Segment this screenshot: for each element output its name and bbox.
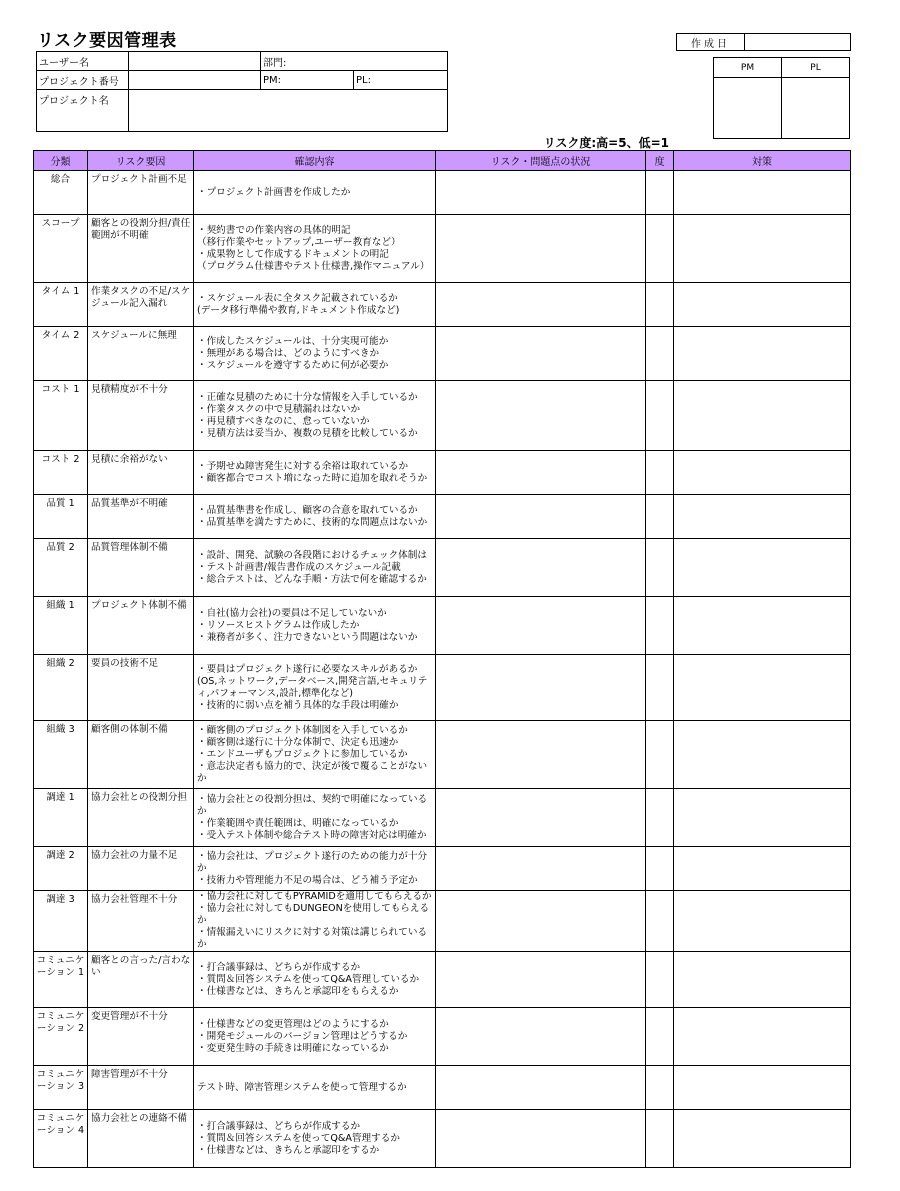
row-risk-factor: 顧客との役割分担/責任範囲が不明確	[88, 215, 194, 283]
row-degree-input[interactable]	[646, 721, 674, 789]
row-status-input[interactable]	[436, 721, 646, 789]
creation-date-field[interactable]	[745, 34, 851, 51]
row-category: 総合	[34, 171, 88, 215]
row-degree-input[interactable]	[646, 283, 674, 327]
row-measure-input[interactable]	[674, 891, 851, 952]
row-status-input[interactable]	[436, 171, 646, 215]
project-name-field[interactable]	[129, 90, 448, 132]
row-status-input[interactable]	[436, 327, 646, 381]
row-risk-factor: 協力会社の力量不足	[88, 847, 194, 891]
row-measure-input[interactable]	[674, 451, 851, 495]
risk-row	[34, 721, 851, 789]
risk-table	[33, 150, 851, 1168]
project-info-table	[36, 51, 448, 132]
department-field[interactable]: 部門:	[261, 52, 448, 71]
row-category: タイム 2	[34, 327, 88, 381]
row-check-items: ・スケジュール表に全タスク記載されているか (データ移行準備や教育,ドキュメント作成など)	[194, 283, 436, 327]
row-degree-input[interactable]	[646, 495, 674, 539]
row-measure-input[interactable]	[674, 597, 851, 655]
row-category: 組織 2	[34, 655, 88, 721]
row-check-items: ・協力会社は、プロジェクト遂行のための能力が十分か ・技術力や管理能力不足の場合は、どう補う予定か	[194, 847, 436, 891]
row-status-input[interactable]	[436, 451, 646, 495]
row-check-items: テスト時、障害管理システムを使って管理するか	[194, 1066, 436, 1110]
row-check-items: ・予期せぬ障害発生に対する余裕は取れているか ・顧客都合でコスト増になった時に追加を取れそうか	[194, 451, 436, 495]
row-degree-input[interactable]	[646, 451, 674, 495]
row-check-items: ・要員はプロジェクト遂行に必要なスキルがあるか (OS,ネットワーク,データベース,開発言語,セキュリティ,パフォーマンス,設計,標準化など) ・技術的に弱い点を補う具体的な手段は明確か	[194, 655, 436, 721]
row-measure-input[interactable]	[674, 171, 851, 215]
row-measure-input[interactable]	[674, 1110, 851, 1168]
risk-row	[34, 789, 851, 847]
row-status-input[interactable]	[436, 539, 646, 597]
row-degree-input[interactable]	[646, 215, 674, 283]
creation-date-box	[676, 33, 851, 51]
risk-row	[34, 847, 851, 891]
row-category: 調達 3	[34, 891, 88, 952]
row-risk-factor: プロジェクト体制不備	[88, 597, 194, 655]
row-check-items: ・打合議事録は、どちらが作成するか ・質問＆回答システムを使ってQ&A管理するか ・仕様書などは、きちんと承認印をするか	[194, 1110, 436, 1168]
row-measure-input[interactable]	[674, 215, 851, 283]
approval-pl-stamp[interactable]	[782, 78, 850, 139]
risk-row	[34, 495, 851, 539]
pm-field[interactable]: PM:	[261, 71, 354, 90]
project-number-label: プロジェクト番号	[37, 71, 129, 90]
row-degree-input[interactable]	[646, 655, 674, 721]
row-risk-factor: 協力会社との連絡不備	[88, 1110, 194, 1168]
row-risk-factor: 顧客側の体制不備	[88, 721, 194, 789]
row-check-items: ・契約書での作業内容の具体的明記 （移行作業やセットアップ,ユーザー教育など） ・成果物として作成するドキュメントの明記 （プログラム仕様書やテスト仕様書,操作マニュアル）	[194, 215, 436, 283]
row-status-input[interactable]	[436, 283, 646, 327]
risk-scale-note: リスク度:高=5、低=1	[543, 136, 669, 150]
header-category: 分類	[34, 151, 88, 171]
row-status-input[interactable]	[436, 597, 646, 655]
row-degree-input[interactable]	[646, 539, 674, 597]
row-risk-factor: 変更管理が不十分	[88, 1008, 194, 1066]
row-check-items: ・品質基準書を作成し、顧客の合意を取れているか ・品質基準を満たすために、技術的な問題点はないか	[194, 495, 436, 539]
row-measure-input[interactable]	[674, 1066, 851, 1110]
header-risk-factor: リスク要因	[88, 151, 194, 171]
row-check-items: ・協力会社との役割分担は、契約で明確になっているか ・作業範囲や責任範囲は、明確になっているか ・受入テスト体制や総合テスト時の障害対応は明確か	[194, 789, 436, 847]
row-risk-factor: 協力会社との役割分担	[88, 789, 194, 847]
row-degree-input[interactable]	[646, 597, 674, 655]
row-status-input[interactable]	[436, 789, 646, 847]
approval-pm-stamp[interactable]	[714, 78, 782, 139]
row-category: コスト 1	[34, 381, 88, 451]
user-name-field[interactable]	[129, 52, 261, 71]
row-category: 品質 1	[34, 495, 88, 539]
risk-row	[34, 539, 851, 597]
row-measure-input[interactable]	[674, 952, 851, 1008]
row-risk-factor: スケジュールに無理	[88, 327, 194, 381]
row-category: 品質 2	[34, 539, 88, 597]
row-check-items: ・仕様書などの変更管理はどのようにするか ・開発モジュールのバージョン管理はどうするか ・変更発生時の手続きは明確になっているか	[194, 1008, 436, 1066]
row-category: コミュニケーション 1	[34, 952, 88, 1008]
row-check-items: ・自社(協力会社)の要員は不足していないか ・リソースヒストグラムは作成したか ・兼務者が多く、注力できないという問題はないか	[194, 597, 436, 655]
creation-date-label: 作成日	[677, 34, 745, 51]
header-check-items: 確認内容	[194, 151, 436, 171]
risk-row	[34, 283, 851, 327]
pl-field[interactable]: PL:	[354, 71, 448, 90]
risk-row	[34, 1008, 851, 1066]
row-status-input[interactable]	[436, 215, 646, 283]
row-risk-factor: プロジェクト計画不足	[88, 171, 194, 215]
row-degree-input[interactable]	[646, 789, 674, 847]
row-degree-input[interactable]	[646, 1110, 674, 1168]
row-degree-input[interactable]	[646, 952, 674, 1008]
row-measure-input[interactable]	[674, 539, 851, 597]
row-check-items: ・プロジェクト計画書を作成したか	[194, 171, 436, 215]
row-risk-factor: 品質管理体制不備	[88, 539, 194, 597]
page-title: リスク要因管理表	[37, 31, 177, 51]
approval-pm-label: PM	[714, 58, 782, 78]
risk-row	[34, 171, 851, 215]
row-risk-factor: 作業タスクの不足/スケジュール記入漏れ	[88, 283, 194, 327]
row-status-input[interactable]	[436, 1066, 646, 1110]
row-measure-input[interactable]	[674, 655, 851, 721]
approval-pl-label: PL	[782, 58, 850, 78]
row-category: コミュニケーション 4	[34, 1110, 88, 1168]
row-measure-input[interactable]	[674, 847, 851, 891]
approval-box	[713, 57, 850, 139]
row-category: スコープ	[34, 215, 88, 283]
header-status: リスク・問題点の状況	[436, 151, 646, 171]
row-status-input[interactable]	[436, 847, 646, 891]
risk-row	[34, 597, 851, 655]
user-name-label: ユーザー名	[37, 52, 129, 71]
row-risk-factor: 見積精度が不十分	[88, 381, 194, 451]
risk-row	[34, 327, 851, 381]
risk-row	[34, 1066, 851, 1110]
row-check-items: ・設計、開発、試験の各段階におけるチェック体制は ・テスト計画書/報告書作成のスケジュール記載 ・総合テストは、どんな手順・方法で何を確認するか	[194, 539, 436, 597]
row-degree-input[interactable]	[646, 1008, 674, 1066]
row-risk-factor: 見積に余裕がない	[88, 451, 194, 495]
row-status-input[interactable]	[436, 952, 646, 1008]
row-status-input[interactable]	[436, 891, 646, 952]
row-status-input[interactable]	[436, 1008, 646, 1066]
row-status-input[interactable]	[436, 655, 646, 721]
header-degree: 度	[646, 151, 674, 171]
row-measure-input[interactable]	[674, 327, 851, 381]
risk-row	[34, 215, 851, 283]
risk-row	[34, 381, 851, 451]
row-measure-input[interactable]	[674, 721, 851, 789]
risk-row	[34, 891, 851, 952]
row-risk-factor: 品質基準が不明確	[88, 495, 194, 539]
row-status-input[interactable]	[436, 495, 646, 539]
row-measure-input[interactable]	[674, 495, 851, 539]
row-check-items: ・正確な見積のために十分な情報を入手しているか ・作業タスクの中で見積漏れはないか ・再見積すべきなのに、怠っていないか ・見積方法は妥当か、複数の見積を比較しているか	[194, 381, 436, 451]
row-check-items: ・協力会社に対してもPYRAMIDを適用してもらえるか ・協力会社に対してもDUNGEONを使用してもらえるか ・情報漏えいにリスクに対する対策は講じられているか	[194, 891, 436, 952]
risk-row	[34, 1110, 851, 1168]
row-degree-input[interactable]	[646, 847, 674, 891]
row-status-input[interactable]	[436, 381, 646, 451]
row-measure-input[interactable]	[674, 1008, 851, 1066]
row-check-items: ・作成したスケジュールは、十分実現可能か ・無理がある場合は、どのようにすべきか ・スケジュールを遵守するために何が必要か	[194, 327, 436, 381]
row-category: コミュニケーション 3	[34, 1066, 88, 1110]
row-category: タイム 1	[34, 283, 88, 327]
row-risk-factor: 顧客との言った/言わない	[88, 952, 194, 1008]
row-degree-input[interactable]	[646, 381, 674, 451]
row-degree-input[interactable]	[646, 891, 674, 952]
row-check-items: ・顧客側のプロジェクト体制図を入手しているか ・顧客側は遂行に十分な体制で、決定も迅速か ・エンドユーザもプロジェクトに参加しているか ・意志決定者も協力的で、決定が後で覆ることがないか	[194, 721, 436, 789]
row-risk-factor: 要員の技術不足	[88, 655, 194, 721]
row-category: コミュニケーション 2	[34, 1008, 88, 1066]
row-degree-input[interactable]	[646, 1066, 674, 1110]
risk-row	[34, 451, 851, 495]
row-degree-input[interactable]	[646, 327, 674, 381]
row-category: 調達 2	[34, 847, 88, 891]
row-category: コスト 2	[34, 451, 88, 495]
row-check-items: ・打合議事録は、どちらが作成するか ・質問＆回答システムを使ってQ&A管理しているか ・仕様書などは、きちんと承認印をもらえるか	[194, 952, 436, 1008]
row-category: 組織 1	[34, 597, 88, 655]
risk-row	[34, 952, 851, 1008]
risk-row	[34, 655, 851, 721]
row-risk-factor: 協力会社管理不十分	[88, 891, 194, 952]
row-measure-input[interactable]	[674, 283, 851, 327]
row-risk-factor: 障害管理が不十分	[88, 1066, 194, 1110]
row-degree-input[interactable]	[646, 171, 674, 215]
row-category: 調達 1	[34, 789, 88, 847]
row-status-input[interactable]	[436, 1110, 646, 1168]
header-measure: 対策	[674, 151, 851, 171]
row-measure-input[interactable]	[674, 381, 851, 451]
project-name-label: プロジェクト名	[37, 90, 129, 132]
row-category: 組織 3	[34, 721, 88, 789]
table-header-row	[34, 151, 851, 171]
row-measure-input[interactable]	[674, 789, 851, 847]
project-number-field[interactable]	[129, 71, 261, 90]
